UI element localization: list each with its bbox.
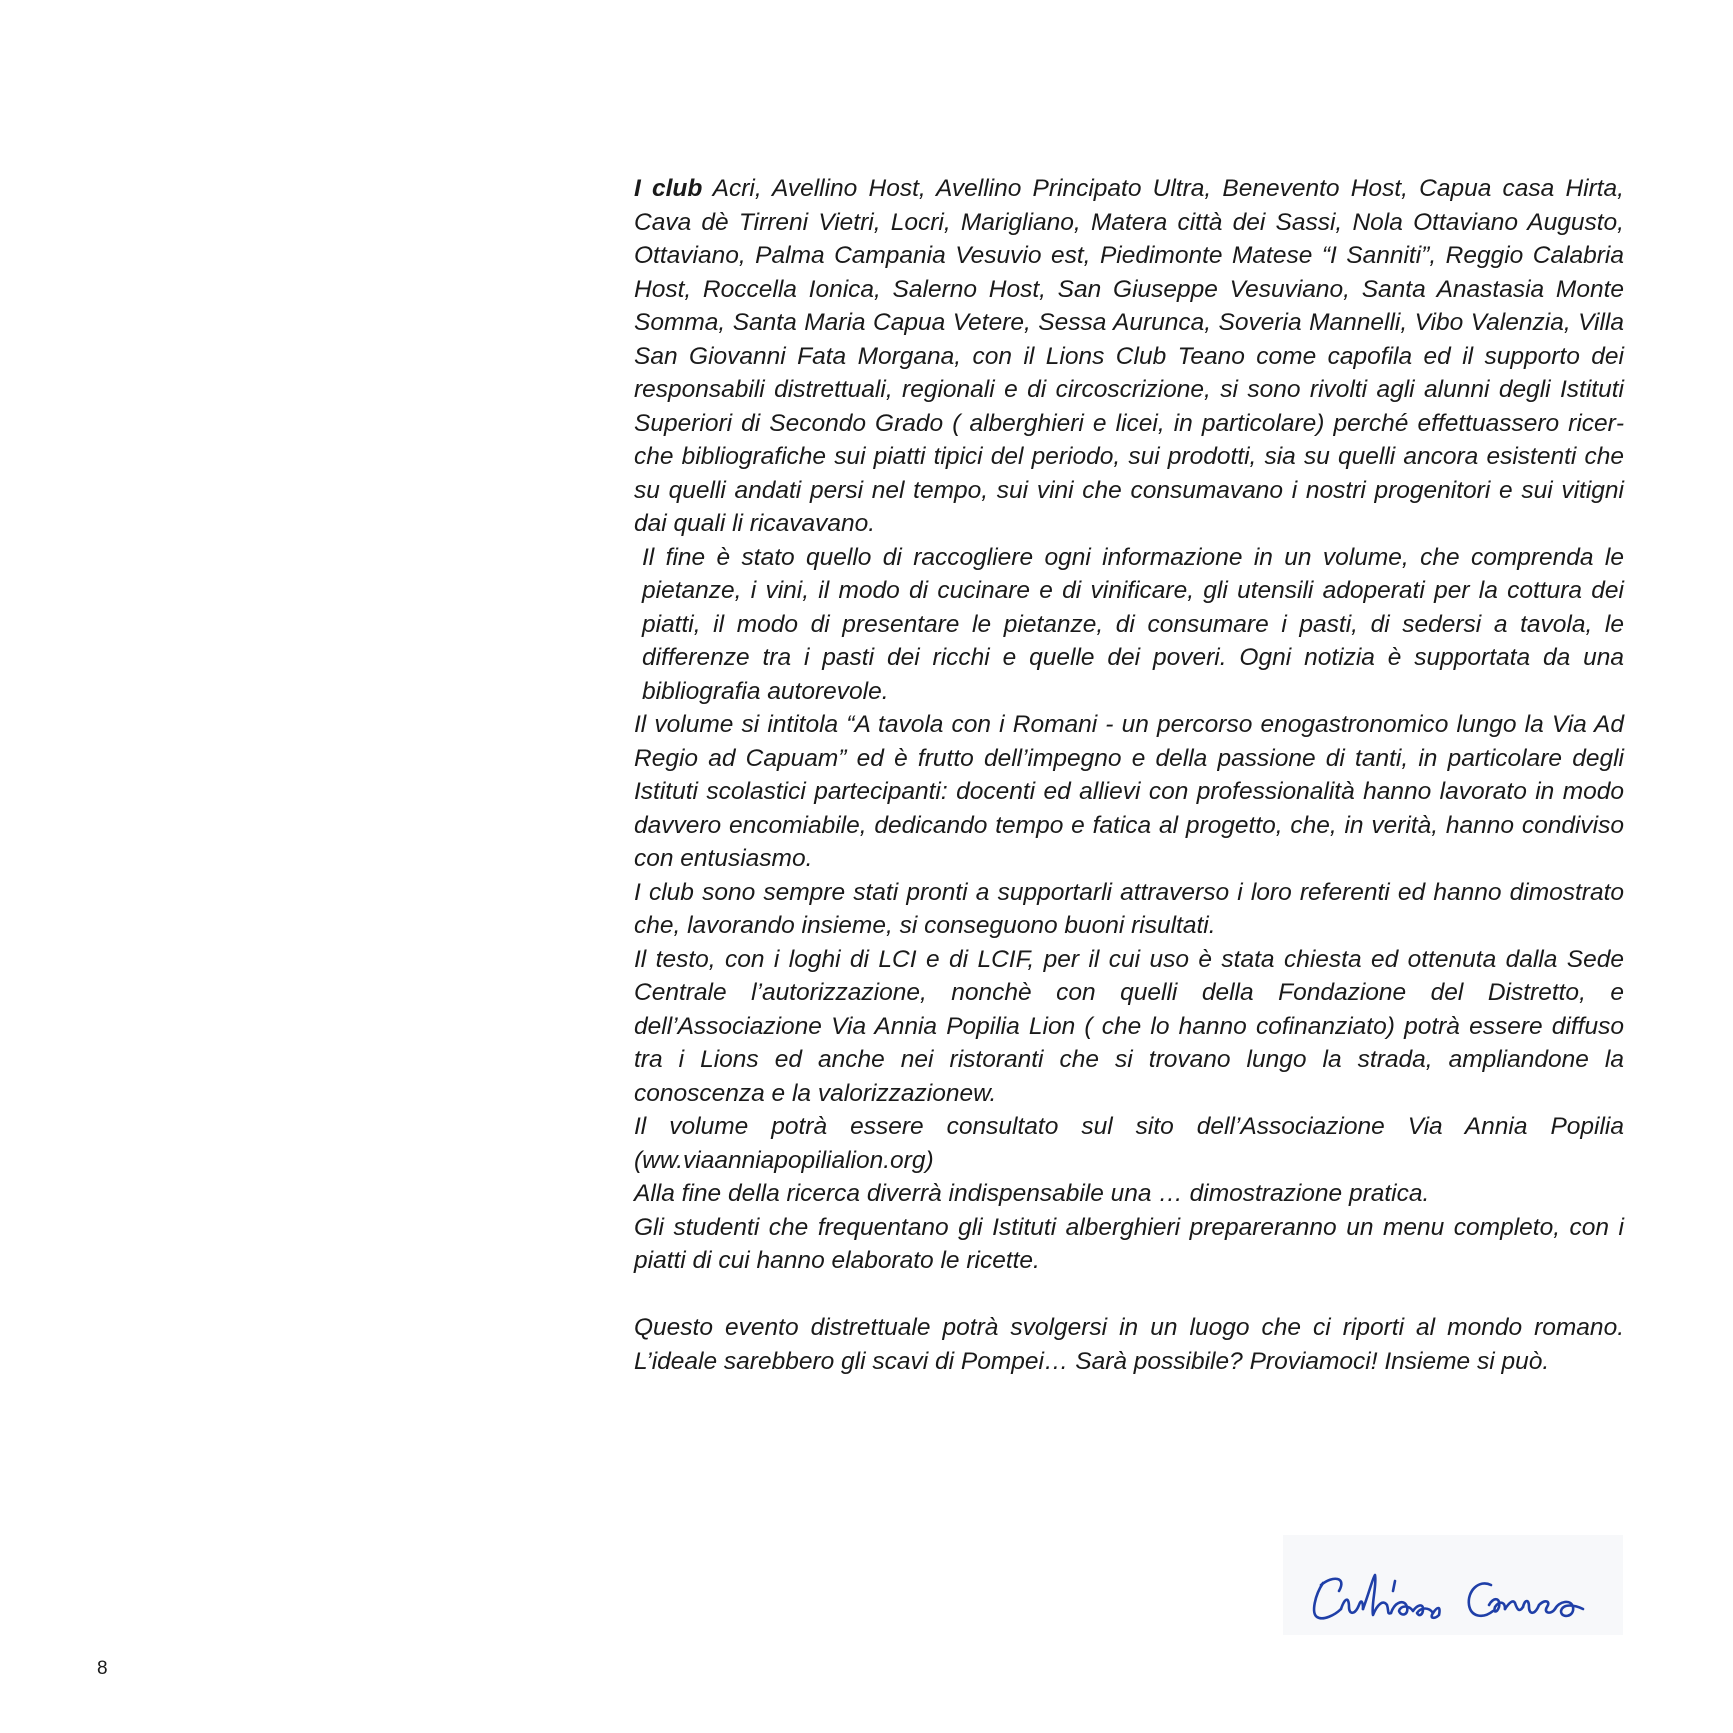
paragraph-website: Il volume potrà essere consultato sul sito dell’Associazione Via Annia Popilia (ww.viaanniapopilialion.org) (634, 1113, 1624, 1174)
paragraph-demonstration: Alla fine della ricerca diverrà indispensabile una … dimostrazione pratica. (634, 1180, 1430, 1207)
paragraph-clubs (634, 172, 1624, 541)
paragraph-text: Acri, Avellino Host, Avellino Principato Ultra, Benevento Host, Capua casa Hirta, Cava dè Tirreni Vietri, Locri, Marigliano, Matera città dei Sassi, Nola Ottaviano Augusto, Ottaviano, Palma Campania Vesuvio est, Piedimonte Matese “I Sanniti”, Reggio Calabria Host, Roccella Ionica, Salerno Host, San Giuseppe Vesuviano, Santa Anastasia Monte Somma, Santa Maria Capua Vetere, Sessa Aurunca, Soveria Mannelli, Vibo Valenzia, Villa San Giovanni Fata Morgana, con il Lions Club Teano come capofila ed il supporto dei responsabili distrettuali, regionali e di circoscrizione, si sono rivolti agli alunni degli Istituti Superiori di Secondo Grado ( alberghieri e licei, in particolare) perché effettuassero ricerche bibliografiche sui piatti tipici del periodo, sui prodotti, sia su quelli ancora esistenti che su quelli andati persi nel tempo, sui vini che consumavano i nostri progenitori e sui vitigni dai quali li ricavavano. (634, 175, 1624, 537)
intro-bold-label: I club (634, 175, 703, 202)
paragraph-students: Gli studenti che frequentano gli Istituti alberghieri prepareranno un menu completo, con i piatti di cui hanno elaborato le ricette. (634, 1213, 1624, 1274)
blank-line (634, 1278, 1624, 1312)
handwritten-signature (1283, 1535, 1623, 1635)
paragraph-purpose: Il fine è stato quello di raccogliere ogni informazione in un volume, che comprenda le pietanze, i vini, il modo di cucinare e di vinificare, gli utensili adoperati per la cottura dei piatti, il modo di presentare le pietanze, di consumare i pasti, di sedersi a tavola, le differenze tra i pasti dei ricchi e quelle dei poveri. Ogni notizia è supportata da una bibliografia autorevole. (642, 543, 1624, 705)
paragraph-volume-title: Il volume si intitola “A tavola con i Romani - un percorso enogastronomico lungo la Via Ad Regio ad Capuam” ed è frutto dell’impegno e della passione di tanti, in particolare degli Istituti scolastici partecipanti: docenti ed allievi con professionalità hanno lavorato in modo davvero encomiabile, dedicando tempo e fatica al progetto, che, in verità, hanno condiviso con entusiasmo. (634, 711, 1624, 872)
paragraph-clubs-support: I club sono sempre stati pronti a supportarli attraverso i loro referenti ed hanno dimostrato che, lavorando insieme, si conseguono buoni risultati. (634, 878, 1624, 939)
paragraph-logos: Il testo, con i loghi di LCI e di LCIF, per il cui uso è stata chiesta ed ottenuta dalla Sede Centrale l’autorizzazione, nonchè con quelli della Fondazione del Distretto, e dell’Associazione Via Annia Popilia Lion ( che lo hanno cofinanziato) potrà essere diffuso tra i Lions ed anche nei ristoranti che si trovano lungo la strada, ampliandone la conoscenza e la valorizzazionew. (634, 945, 1624, 1107)
body-text (634, 172, 1624, 1378)
signature-graphic (1283, 1535, 1623, 1635)
paragraph-event: Questo evento distrettuale potrà svolgersi in un luogo che ci riporti al mondo romano. L’ideale sarebbero gli scavi di Pompei… Sarà possibile? Proviamoci! Insieme si può. (634, 1314, 1624, 1375)
page-number: 8 (97, 1658, 108, 1679)
